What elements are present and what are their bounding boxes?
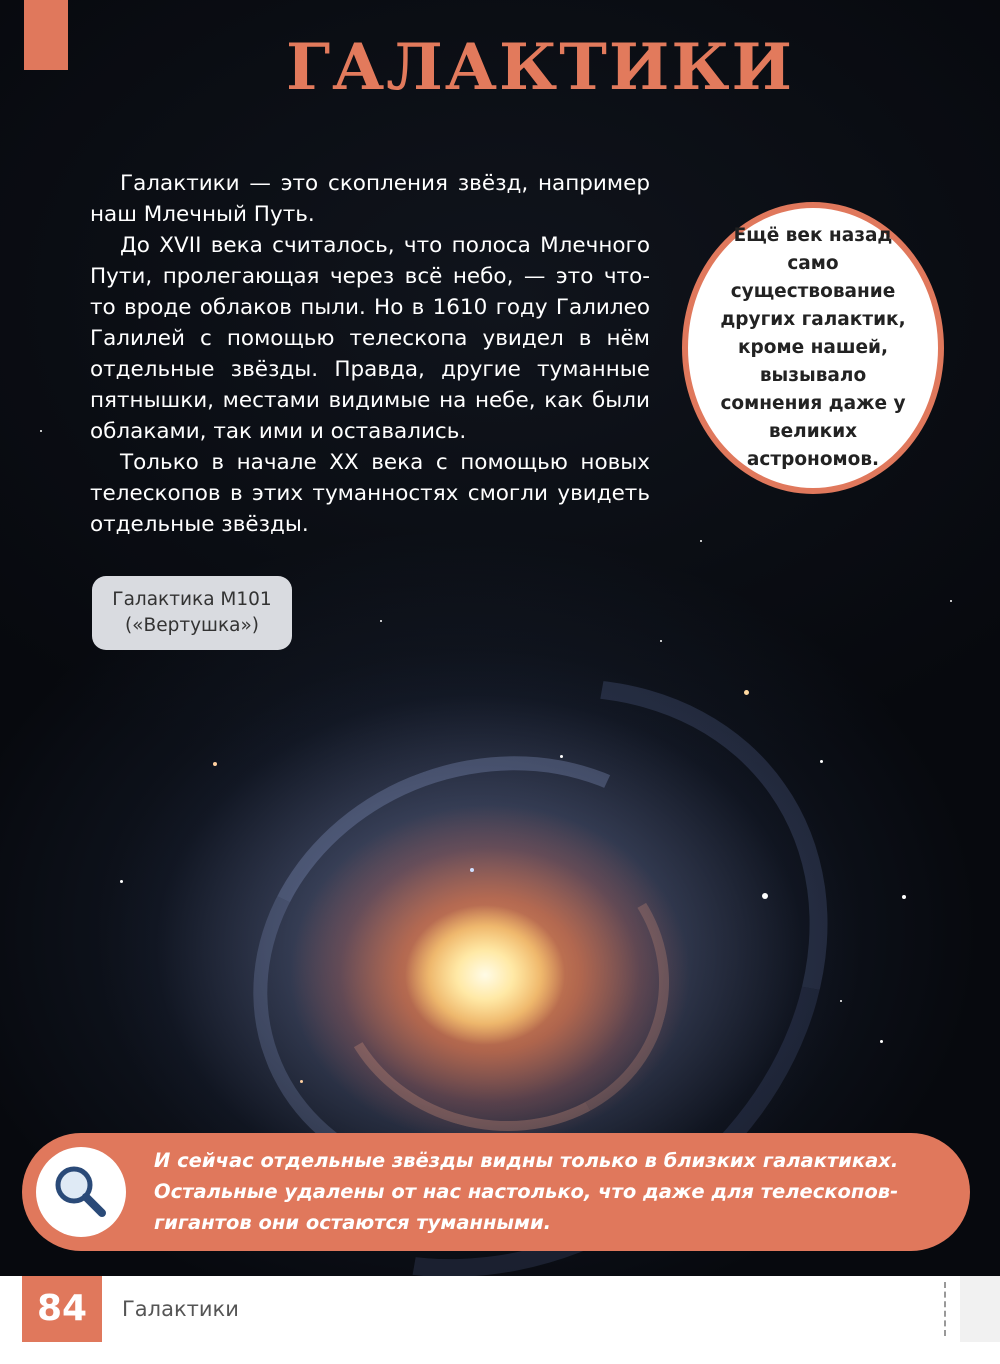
star bbox=[880, 1040, 883, 1043]
star bbox=[950, 600, 952, 602]
star bbox=[700, 540, 702, 542]
star bbox=[120, 880, 123, 883]
paragraph: Галактики — это скопления звёзд, например наш Млечный Путь. bbox=[90, 171, 650, 227]
magnifier-icon bbox=[36, 1147, 126, 1237]
footer-edge bbox=[960, 1276, 1000, 1342]
star bbox=[820, 760, 823, 763]
paragraph: До XVII века считалось, что полоса Млечного Пути, пролегающая через всё небо, — это что-то вроде облаков пыли. Но в 1610 году Галилео Галилей с помощью телескопа увидел в нём отдельные звёзды. Правда, другие туманные пятнышки, местами видимые на небе, как были облаками, так ими и оставались. bbox=[90, 233, 650, 444]
star bbox=[380, 620, 382, 622]
section-label: Галактики bbox=[122, 1297, 239, 1321]
caption-line: («Вертушка») bbox=[124, 615, 260, 636]
star bbox=[660, 640, 662, 642]
star bbox=[560, 755, 563, 758]
image-caption bbox=[92, 576, 292, 650]
footer-divider bbox=[944, 1282, 946, 1336]
star bbox=[40, 430, 42, 432]
page-footer bbox=[0, 1276, 1000, 1342]
callout-bubble bbox=[682, 202, 944, 494]
star bbox=[470, 868, 474, 872]
star bbox=[300, 1080, 303, 1083]
star bbox=[744, 690, 749, 695]
top-accent-tab bbox=[24, 0, 68, 70]
info-text: И сейчас отдельные звёзды видны только в близких галактиках. Остальные удалены от нас настолько, что даже для телескопов-гигантов они остаются туманными. bbox=[154, 1149, 899, 1234]
caption-line: Галактика М101 bbox=[112, 589, 272, 610]
star bbox=[762, 893, 768, 899]
callout-text: Ещё век назад само существование других галактик, кроме нашей, вызывало сомнения даже у великих астрономов. bbox=[720, 225, 906, 470]
star bbox=[902, 895, 906, 899]
info-bar bbox=[22, 1133, 970, 1251]
star bbox=[840, 1000, 842, 1002]
page-number: 84 bbox=[22, 1276, 102, 1342]
page-title: ГАЛАКТИКИ bbox=[285, 30, 795, 105]
body-text bbox=[90, 168, 650, 540]
paragraph: Только в начале XX века с помощью новых телескопов в этих туманностях смогли увидеть отдельные звёзды. bbox=[90, 450, 650, 537]
bottom-margin bbox=[0, 1342, 1000, 1364]
star bbox=[213, 762, 217, 766]
